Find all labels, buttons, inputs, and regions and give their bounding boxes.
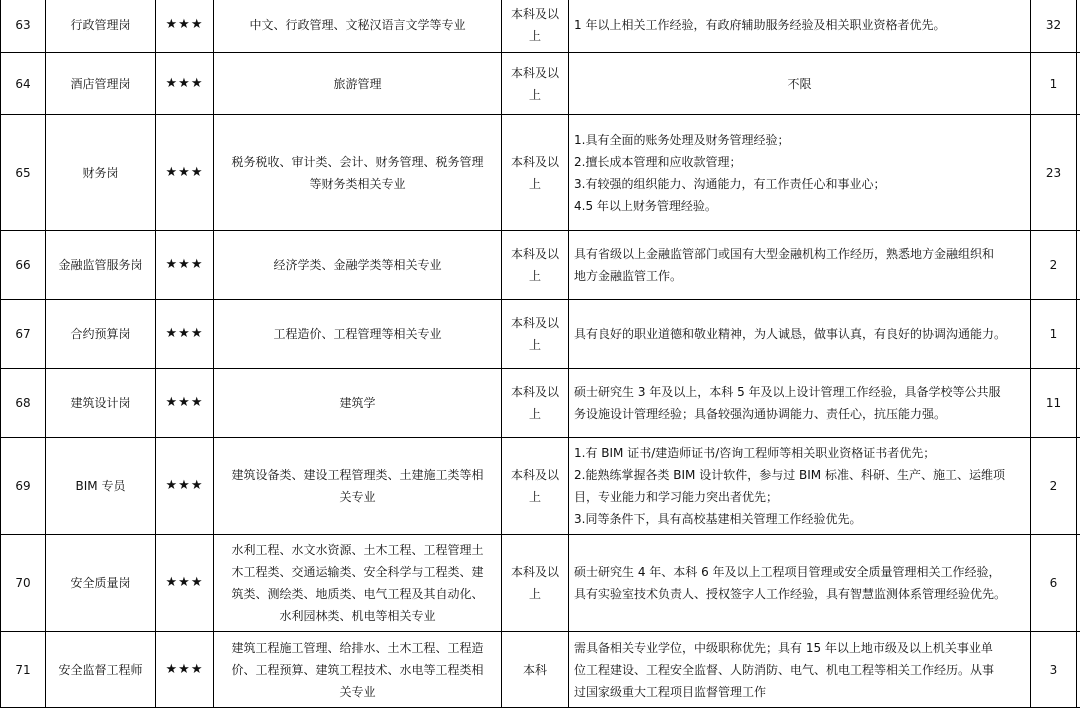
- requirements-cell: [569, 115, 1031, 231]
- row-number-cell: 70: [1, 535, 46, 632]
- cut-off-cell: [1077, 53, 1080, 115]
- major-cell: [214, 0, 502, 53]
- major-cell-line: 建筑设备类、建设工程管理类、土建施工类等相: [219, 464, 496, 486]
- requirements-cell-line: 具有实验室技术负责人、授权签字人工作经验，具有智慧监测体系管理经验优先。: [574, 583, 1025, 605]
- post-name-cell: 安全质量岗: [46, 535, 156, 632]
- education-cell-line: 上: [507, 84, 563, 106]
- table-row: [1, 300, 1080, 369]
- requirements-cell-line: 2.能熟练掌握各类 BIM 设计软件，参与过 BIM 标准、科研、生产、施工、运维项: [574, 464, 1025, 486]
- education-cell-line: 本科及以: [507, 312, 563, 334]
- star-rating-cell: ★★★: [156, 369, 214, 438]
- cut-off-cell: [1077, 438, 1080, 535]
- post-name-cell: BIM 专员: [46, 438, 156, 535]
- education-cell-line: 本科及以: [507, 243, 563, 265]
- post-name-cell: 合约预算岗: [46, 300, 156, 369]
- major-cell-line: 木工程类、交通运输类、安全科学与工程类、建: [219, 561, 496, 583]
- major-cell-line: 水利园林类、机电等相关专业: [219, 605, 496, 627]
- headcount-cell: 1: [1031, 53, 1077, 115]
- major-cell: [214, 438, 502, 535]
- requirements-cell-line: 1.有 BIM 证书/建造师证书/咨询工程师等相关职业资格证书者优先；: [574, 442, 1025, 464]
- major-cell-line: 关专业: [219, 681, 496, 703]
- star-rating-cell: ★★★: [156, 438, 214, 535]
- education-cell: [502, 115, 569, 231]
- headcount-cell: 6: [1031, 535, 1077, 632]
- post-name-cell: 建筑设计岗: [46, 369, 156, 438]
- headcount-cell: 2: [1031, 438, 1077, 535]
- requirements-cell-line: 过国家级重大工程项目监督管理工作: [574, 681, 1025, 703]
- row-number-cell: 69: [1, 438, 46, 535]
- requirements-cell: [569, 0, 1031, 53]
- row-number-cell: 67: [1, 300, 46, 369]
- star-rating-cell: ★★★: [156, 115, 214, 231]
- table-row: [1, 231, 1080, 300]
- star-rating-cell: ★★★: [156, 231, 214, 300]
- major-cell-line: 关专业: [219, 486, 496, 508]
- education-cell-line: 本科及以: [507, 381, 563, 403]
- major-cell-line: 水利工程、水文水资源、土木工程、工程管理土: [219, 539, 496, 561]
- row-number-cell: 68: [1, 369, 46, 438]
- post-name-cell: 酒店管理岗: [46, 53, 156, 115]
- major-cell-line: 建筑工程施工管理、给排水、土木工程、工程造: [219, 637, 496, 659]
- requirements-cell-line: 3.有较强的组织能力、沟通能力，有工作责任心和事业心；: [574, 173, 1025, 195]
- requirements-cell-line: 2.擅长成本管理和应收款管理；: [574, 151, 1025, 173]
- education-cell-line: 上: [507, 25, 563, 47]
- requirements-cell-line: 具有省级以上金融监管部门或国有大型金融机构工作经历，熟悉地方金融组织和: [574, 243, 1025, 265]
- education-cell: [502, 369, 569, 438]
- requirements-cell-line: 需具备相关专业学位，中级职称优先；具有 15 年以上地市级及以上机关事业单: [574, 637, 1025, 659]
- education-cell: [502, 231, 569, 300]
- post-name-cell: 金融监管服务岗: [46, 231, 156, 300]
- education-cell: [502, 0, 569, 53]
- requirements-cell-line: 1.具有全面的账务处理及财务管理经验；: [574, 129, 1025, 151]
- headcount-cell: 23: [1031, 115, 1077, 231]
- education-cell-line: 本科及以: [507, 151, 563, 173]
- education-cell: [502, 438, 569, 535]
- education-cell-line: 本科及以: [507, 464, 563, 486]
- headcount-cell: 11: [1031, 369, 1077, 438]
- education-cell-line: 上: [507, 334, 563, 356]
- education-cell-line: 上: [507, 265, 563, 287]
- requirements-cell-line: 位工程建设、工程安全监督、人防消防、电气、机电工程等相关工作经历。从事: [574, 659, 1025, 681]
- cut-off-cell: [1077, 369, 1080, 438]
- requirements-cell-line: 具有良好的职业道德和敬业精神，为人诚恳，做事认真，有良好的协调沟通能力。: [574, 323, 1025, 345]
- major-cell-line: 税务税收、审计类、会计、财务管理、税务管理: [219, 151, 496, 173]
- education-cell-line: 本科及以: [507, 62, 563, 84]
- star-rating-cell: ★★★: [156, 0, 214, 53]
- requirements-cell: [569, 231, 1031, 300]
- requirements-cell: [569, 53, 1031, 115]
- education-cell-line: 本科及以: [507, 3, 563, 25]
- requirements-cell-line: 4.5 年以上财务管理经验。: [574, 195, 1025, 217]
- cut-off-cell: [1077, 0, 1080, 53]
- cut-off-cell: [1077, 535, 1080, 632]
- table-row: [1, 632, 1080, 708]
- major-cell-line: 筑类、测绘类、地质类、电气工程及其自动化、: [219, 583, 496, 605]
- education-cell: [502, 53, 569, 115]
- education-cell-line: 上: [507, 486, 563, 508]
- education-cell-line: 本科及以: [507, 561, 563, 583]
- cut-off-cell: [1077, 632, 1080, 708]
- education-cell: [502, 632, 569, 708]
- major-cell-line: 价、工程预算、建筑工程技术、水电等工程类相: [219, 659, 496, 681]
- requirements-cell: [569, 632, 1031, 708]
- requirements-cell-line: 硕士研究生 3 年及以上，本科 5 年及以上设计管理工作经验，具备学校等公共服: [574, 381, 1025, 403]
- star-rating-cell: ★★★: [156, 53, 214, 115]
- row-number-cell: 66: [1, 231, 46, 300]
- table-body: [1, 0, 1080, 708]
- major-cell-line: 旅游管理: [219, 73, 496, 95]
- row-number-cell: 64: [1, 53, 46, 115]
- cut-off-cell: [1077, 300, 1080, 369]
- headcount-cell: 32: [1031, 0, 1077, 53]
- requirements-cell: [569, 369, 1031, 438]
- cut-off-cell: [1077, 115, 1080, 231]
- major-cell: [214, 53, 502, 115]
- major-cell: [214, 369, 502, 438]
- star-rating-cell: ★★★: [156, 632, 214, 708]
- major-cell-line: 建筑学: [219, 392, 496, 414]
- cut-off-cell: [1077, 231, 1080, 300]
- post-name-cell: 财务岗: [46, 115, 156, 231]
- table-row: [1, 115, 1080, 231]
- table-row: [1, 535, 1080, 632]
- requirements-cell: [569, 438, 1031, 535]
- major-cell: [214, 231, 502, 300]
- major-cell: [214, 535, 502, 632]
- education-cell-line: 本科: [507, 659, 563, 681]
- post-name-cell: 安全监督工程师: [46, 632, 156, 708]
- requirements-cell-line: 不限: [574, 73, 1025, 95]
- headcount-cell: 1: [1031, 300, 1077, 369]
- education-cell: [502, 535, 569, 632]
- requirements-cell-line: 目，专业能力和学习能力突出者优先；: [574, 486, 1025, 508]
- requirements-cell-line: 3.同等条件下，具有高校基建相关管理工作经验优先。: [574, 508, 1025, 530]
- table-row: [1, 438, 1080, 535]
- table-row: [1, 369, 1080, 438]
- requirements-cell-line: 地方金融监管工作。: [574, 265, 1025, 287]
- requirements-cell-line: 务设施设计管理经验；具备较强沟通协调能力、责任心，抗压能力强。: [574, 403, 1025, 425]
- education-cell-line: 上: [507, 583, 563, 605]
- education-cell-line: 上: [507, 173, 563, 195]
- major-cell: [214, 632, 502, 708]
- row-number-cell: 63: [1, 0, 46, 53]
- table-row: [1, 0, 1080, 53]
- major-cell-line: 工程造价、工程管理等相关专业: [219, 323, 496, 345]
- major-cell: [214, 115, 502, 231]
- headcount-cell: 3: [1031, 632, 1077, 708]
- major-cell-line: 中文、行政管理、文秘汉语言文学等专业: [219, 14, 496, 36]
- requirements-cell: [569, 535, 1031, 632]
- requirements-cell-line: 1 年以上相关工作经验，有政府辅助服务经验及相关职业资格者优先。: [574, 14, 1025, 36]
- star-rating-cell: ★★★: [156, 300, 214, 369]
- post-name-cell: 行政管理岗: [46, 0, 156, 53]
- table-row: [1, 53, 1080, 115]
- education-cell: [502, 300, 569, 369]
- requirements-cell-line: 硕士研究生 4 年、本科 6 年及以上工程项目管理或安全质量管理相关工作经验，: [574, 561, 1025, 583]
- major-cell-line: 等财务类相关专业: [219, 173, 496, 195]
- major-cell: [214, 300, 502, 369]
- row-number-cell: 65: [1, 115, 46, 231]
- major-cell-line: 经济学类、金融学类等相关专业: [219, 254, 496, 276]
- education-cell-line: 上: [507, 403, 563, 425]
- row-number-cell: 71: [1, 632, 46, 708]
- headcount-cell: 2: [1031, 231, 1077, 300]
- star-rating-cell: ★★★: [156, 535, 214, 632]
- requirements-cell: [569, 300, 1031, 369]
